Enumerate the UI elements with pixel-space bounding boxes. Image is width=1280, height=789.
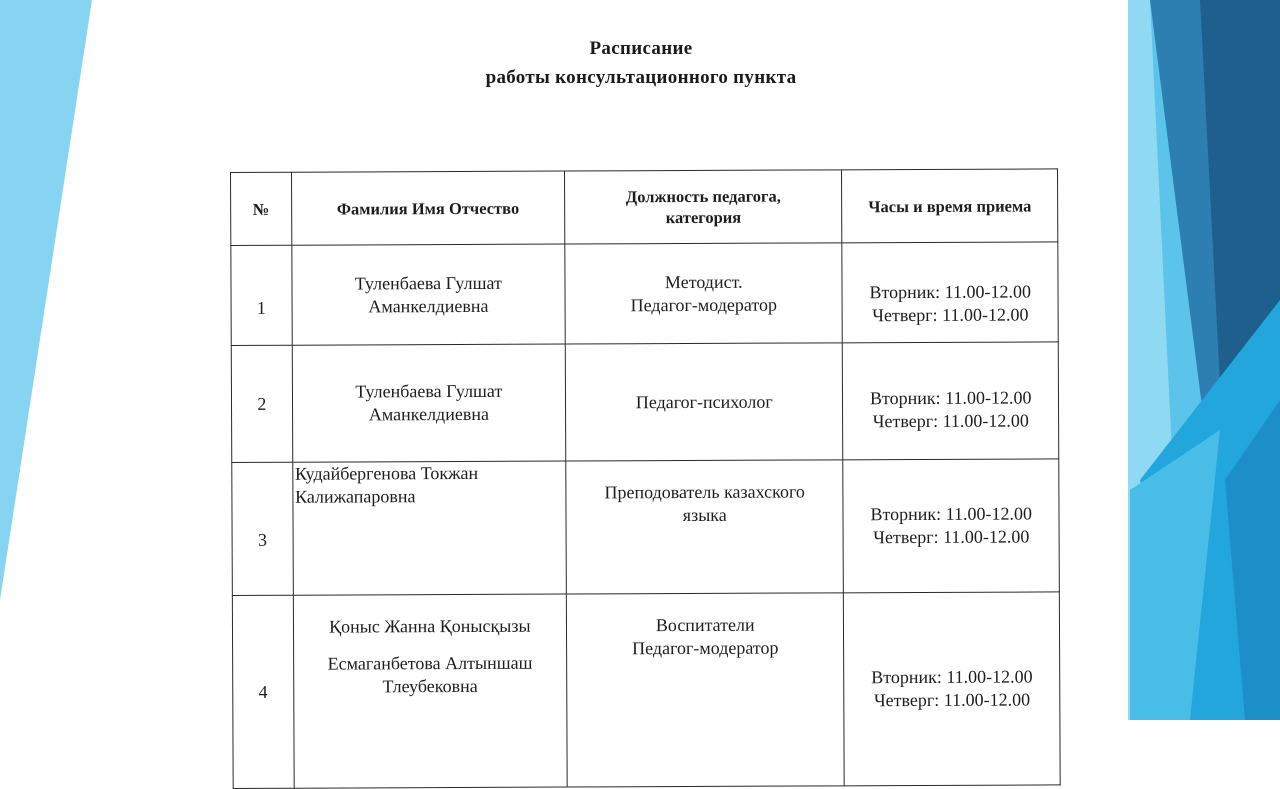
position-line: Педагог-модератор	[632, 637, 779, 659]
row-number: 4	[232, 595, 293, 788]
position-line: языка	[682, 504, 727, 526]
position-line: Преподователь казахского	[604, 481, 805, 503]
row-hours	[844, 592, 1060, 786]
schedule-table	[230, 168, 1061, 789]
name-line: Қоныс Жанна Қонысқызы	[329, 615, 531, 637]
position-line: Методист.	[664, 271, 743, 292]
name-line: Есмаганбетова Алтыншаш	[327, 652, 533, 674]
row-number: 2	[231, 345, 292, 462]
hours-line: Четверг: 11.00-12.00	[873, 689, 1031, 711]
table-row	[231, 342, 1059, 463]
header-position	[565, 170, 843, 244]
position-line: Педагог-психолог	[635, 391, 773, 412]
header-number: №	[231, 172, 292, 245]
row-hours	[842, 242, 1058, 343]
name-spacer	[298, 638, 563, 653]
title-line-2: работы консультационного пункта	[485, 67, 797, 88]
hours-line: Четверг: 11.00-12.00	[872, 410, 1029, 432]
hours-line: Вторник: 11.00-12.00	[870, 503, 1032, 525]
row-full-name	[293, 594, 567, 788]
hours-line: Вторник: 11.00-12.00	[869, 281, 1032, 302]
row-position	[566, 593, 844, 787]
header-position-line-2: категория	[665, 207, 742, 228]
row-hours	[843, 459, 1059, 593]
row-position	[565, 343, 843, 461]
row-full-name	[292, 344, 566, 462]
hours-line: Четверг: 11.00-12.00	[872, 304, 1029, 325]
name-line: Калижапаровна	[294, 486, 416, 507]
row-full-name	[291, 244, 565, 345]
name-line: Тлеубековна	[382, 675, 478, 697]
name-line: Аманкелдиевна	[368, 403, 489, 425]
table-row	[231, 242, 1058, 346]
table-row	[232, 459, 1060, 596]
hours-line: Вторник: 11.00-12.00	[869, 387, 1032, 409]
position-line: Воспитатели	[655, 614, 755, 636]
name-line: Кудайбергенова Токжан	[294, 462, 479, 484]
row-position	[566, 460, 844, 594]
row-full-name	[292, 461, 566, 595]
position-line: Педагог-модератор	[630, 294, 778, 315]
title-line-1: Расписание	[589, 38, 693, 59]
name-line: Аманкелдиевна	[368, 295, 489, 316]
name-line: Туленбаева Гулшат	[354, 272, 502, 293]
header-position-line-1: Должность педагога,	[625, 186, 781, 207]
row-position	[565, 243, 843, 344]
row-number: 1	[231, 245, 292, 345]
hours-line: Вторник: 11.00-12.00	[871, 666, 1033, 688]
name-line: Туленбаева Гулшат	[355, 380, 503, 402]
header-hours: Часы и время приема	[842, 169, 1058, 243]
table-header-row	[231, 169, 1058, 246]
row-number: 3	[232, 462, 293, 595]
table-row	[232, 592, 1060, 789]
document-title	[0, 34, 1280, 92]
header-full-name: Фамилия Имя Отчество	[291, 171, 565, 245]
hours-line: Четверг: 11.00-12.00	[873, 526, 1030, 548]
row-hours	[843, 342, 1059, 460]
